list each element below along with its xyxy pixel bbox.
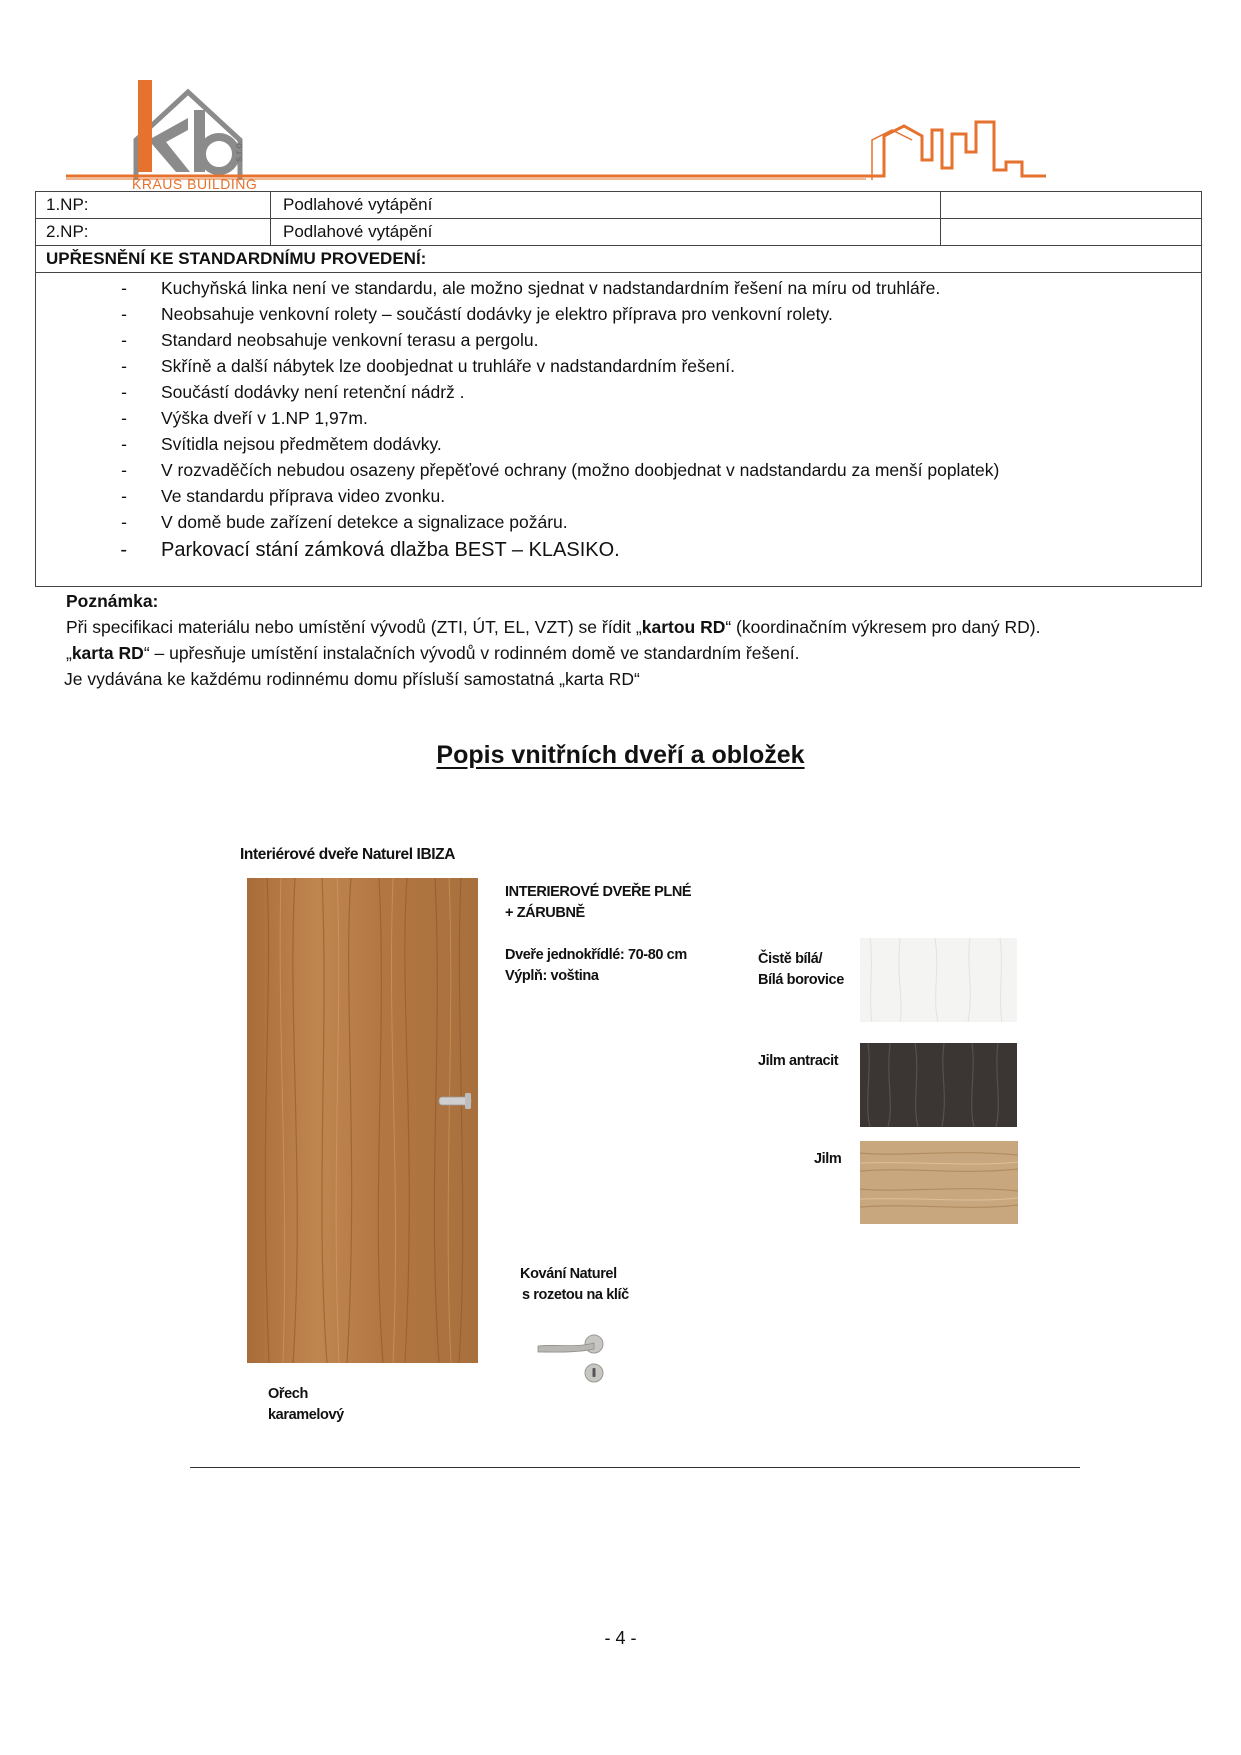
list-item — [36, 483, 1201, 509]
door-caption — [268, 1384, 344, 1426]
door-dimensions-line: Dveře jednokřídlé: 70-80 cm — [505, 947, 687, 963]
notes-heading: UPŘESNĚNÍ KE STANDARDNÍMU PROVEDENÍ: — [36, 246, 1201, 273]
swatch-label-line: Čistě bílá/ — [758, 951, 823, 967]
note-line: Je vydávána ke každému rodinnému domu přísluší samostatná „karta RD“ — [64, 669, 640, 689]
list-item — [36, 509, 1201, 535]
door-dimensions — [505, 945, 687, 987]
note-text: Výška dveří v 1.NP 1,97m. — [161, 408, 368, 428]
door-leaf — [247, 878, 478, 1363]
swatch-white — [860, 938, 1017, 1022]
logo-b-bowl — [202, 137, 236, 171]
note-text: Parkovací stání zámková dlažba BEST – KLASIKO. — [161, 539, 620, 561]
bullet-dash: - — [121, 278, 127, 298]
spec-table — [35, 191, 1202, 587]
swatch-label-antracit: Jilm antracit — [758, 1053, 839, 1069]
door-dimensions-line: Výplň: voština — [505, 968, 599, 984]
note-text: “ – upřesňuje umístění instalačních vývodů v rodinném domě ve standardním řešení. — [143, 643, 800, 663]
door-description-line: INTERIEROVÉ DVEŘE PLNÉ — [505, 884, 692, 900]
note-text: V rozvaděčích nebudou osazeny přepěťové ochrany (možno doobjednat v nadstandardu za menší poplatek) — [161, 460, 1000, 480]
door-lever-icon — [536, 1330, 612, 1386]
note-text: Skříně a další nábytek lze doobjednat u truhláře v nadstandardním řešení. — [161, 356, 735, 376]
floor-cell: 2.NP: — [36, 219, 271, 245]
note-line — [64, 614, 1214, 640]
bullet-dash: - — [121, 486, 127, 506]
note-text: “ (koordinačním výkresem pro daný RD). — [725, 617, 1041, 637]
list-item — [36, 275, 1201, 301]
bullet-dash: - — [121, 408, 127, 428]
note-text: Standard neobsahuje venkovní terasu a pergolu. — [161, 330, 539, 350]
handle-label — [520, 1264, 629, 1306]
note-text: Svítidla nejsou předmětem dodávky. — [161, 434, 442, 454]
logo-k-stem — [138, 80, 152, 172]
note-emphasis: karta RD — [71, 643, 144, 663]
note-text: „ — [66, 643, 72, 663]
handle-label-line: s rozetou na klíč — [522, 1287, 629, 1303]
list-item — [36, 327, 1201, 353]
door-title: Interiérové dveře Naturel IBIZA — [240, 846, 456, 863]
list-item — [36, 535, 1201, 565]
empty-cell — [941, 219, 1201, 245]
page-number: - 4 - — [604, 1628, 637, 1648]
note-text: Neobsahuje venkovní rolety – součástí dodávky je elektro příprava pro venkovní rolety. — [161, 304, 833, 324]
swatch-label-jilm: Jilm — [814, 1151, 842, 1167]
logo-company-name: KRAUS BUILDING — [132, 176, 258, 192]
bullet-dash: - — [120, 539, 127, 561]
logo-skyline-inner — [872, 130, 912, 180]
footer-divider — [190, 1467, 1080, 1468]
handle-label-line: Kování Naturel — [520, 1266, 617, 1282]
door-image — [247, 878, 478, 1363]
notes-list — [36, 273, 1201, 586]
swatch-jilm — [860, 1141, 1018, 1224]
door-caption-line: Ořech — [268, 1386, 308, 1402]
logo-k-arm — [152, 118, 190, 172]
list-item — [36, 457, 1201, 483]
swatch-label-line: Bílá borovice — [758, 972, 844, 988]
door-description-line: + ZÁRUBNĚ — [505, 905, 585, 921]
heating-cell: Podlahové vytápění — [271, 192, 941, 218]
bullet-dash: - — [121, 434, 127, 454]
bullet-dash: - — [121, 356, 127, 376]
swatch-antracit — [860, 1043, 1017, 1127]
note-title: Poznámka: — [66, 591, 159, 611]
empty-cell — [941, 192, 1201, 218]
floor-cell: 1.NP: — [36, 192, 271, 218]
note-text: Při specifikaci materiálu nebo umístění vývodů (ZTI, ÚT, EL, VZT) se řídit „ — [66, 617, 642, 637]
bullet-dash: - — [121, 330, 127, 350]
note-text: Součástí dodávky není retenční nádrž . — [161, 382, 465, 402]
note-text: Kuchyňská linka není ve standardu, ale možno sjednat v nadstandardním řešení na míru od truhláře. — [161, 278, 941, 298]
list-item — [36, 379, 1201, 405]
list-item — [36, 353, 1201, 379]
note-block — [64, 588, 1214, 692]
swatch-label-white — [758, 949, 844, 991]
bullet-dash: - — [121, 382, 127, 402]
heating-cell: Podlahové vytápění — [271, 219, 941, 245]
note-text: V domě bude zařízení detekce a signalizace požáru. — [161, 512, 568, 532]
section-title: Popis vnitřních dveří a obložek — [436, 741, 805, 769]
door-description — [505, 882, 691, 924]
bullet-dash: - — [121, 304, 127, 324]
note-line — [64, 640, 1214, 666]
note-emphasis: kartou RD — [641, 617, 726, 637]
list-item — [36, 301, 1201, 327]
note-text: Ve standardu příprava video zvonku. — [161, 486, 446, 506]
company-logo — [66, 80, 1046, 192]
table-row — [36, 219, 1201, 246]
list-item — [36, 431, 1201, 457]
bullet-dash: - — [121, 512, 127, 532]
list-item — [36, 405, 1201, 431]
table-row — [36, 192, 1201, 219]
logo-suffix: s.r.o. — [234, 140, 245, 162]
bullet-dash: - — [121, 460, 127, 480]
door-caption-line: karamelový — [268, 1407, 344, 1423]
